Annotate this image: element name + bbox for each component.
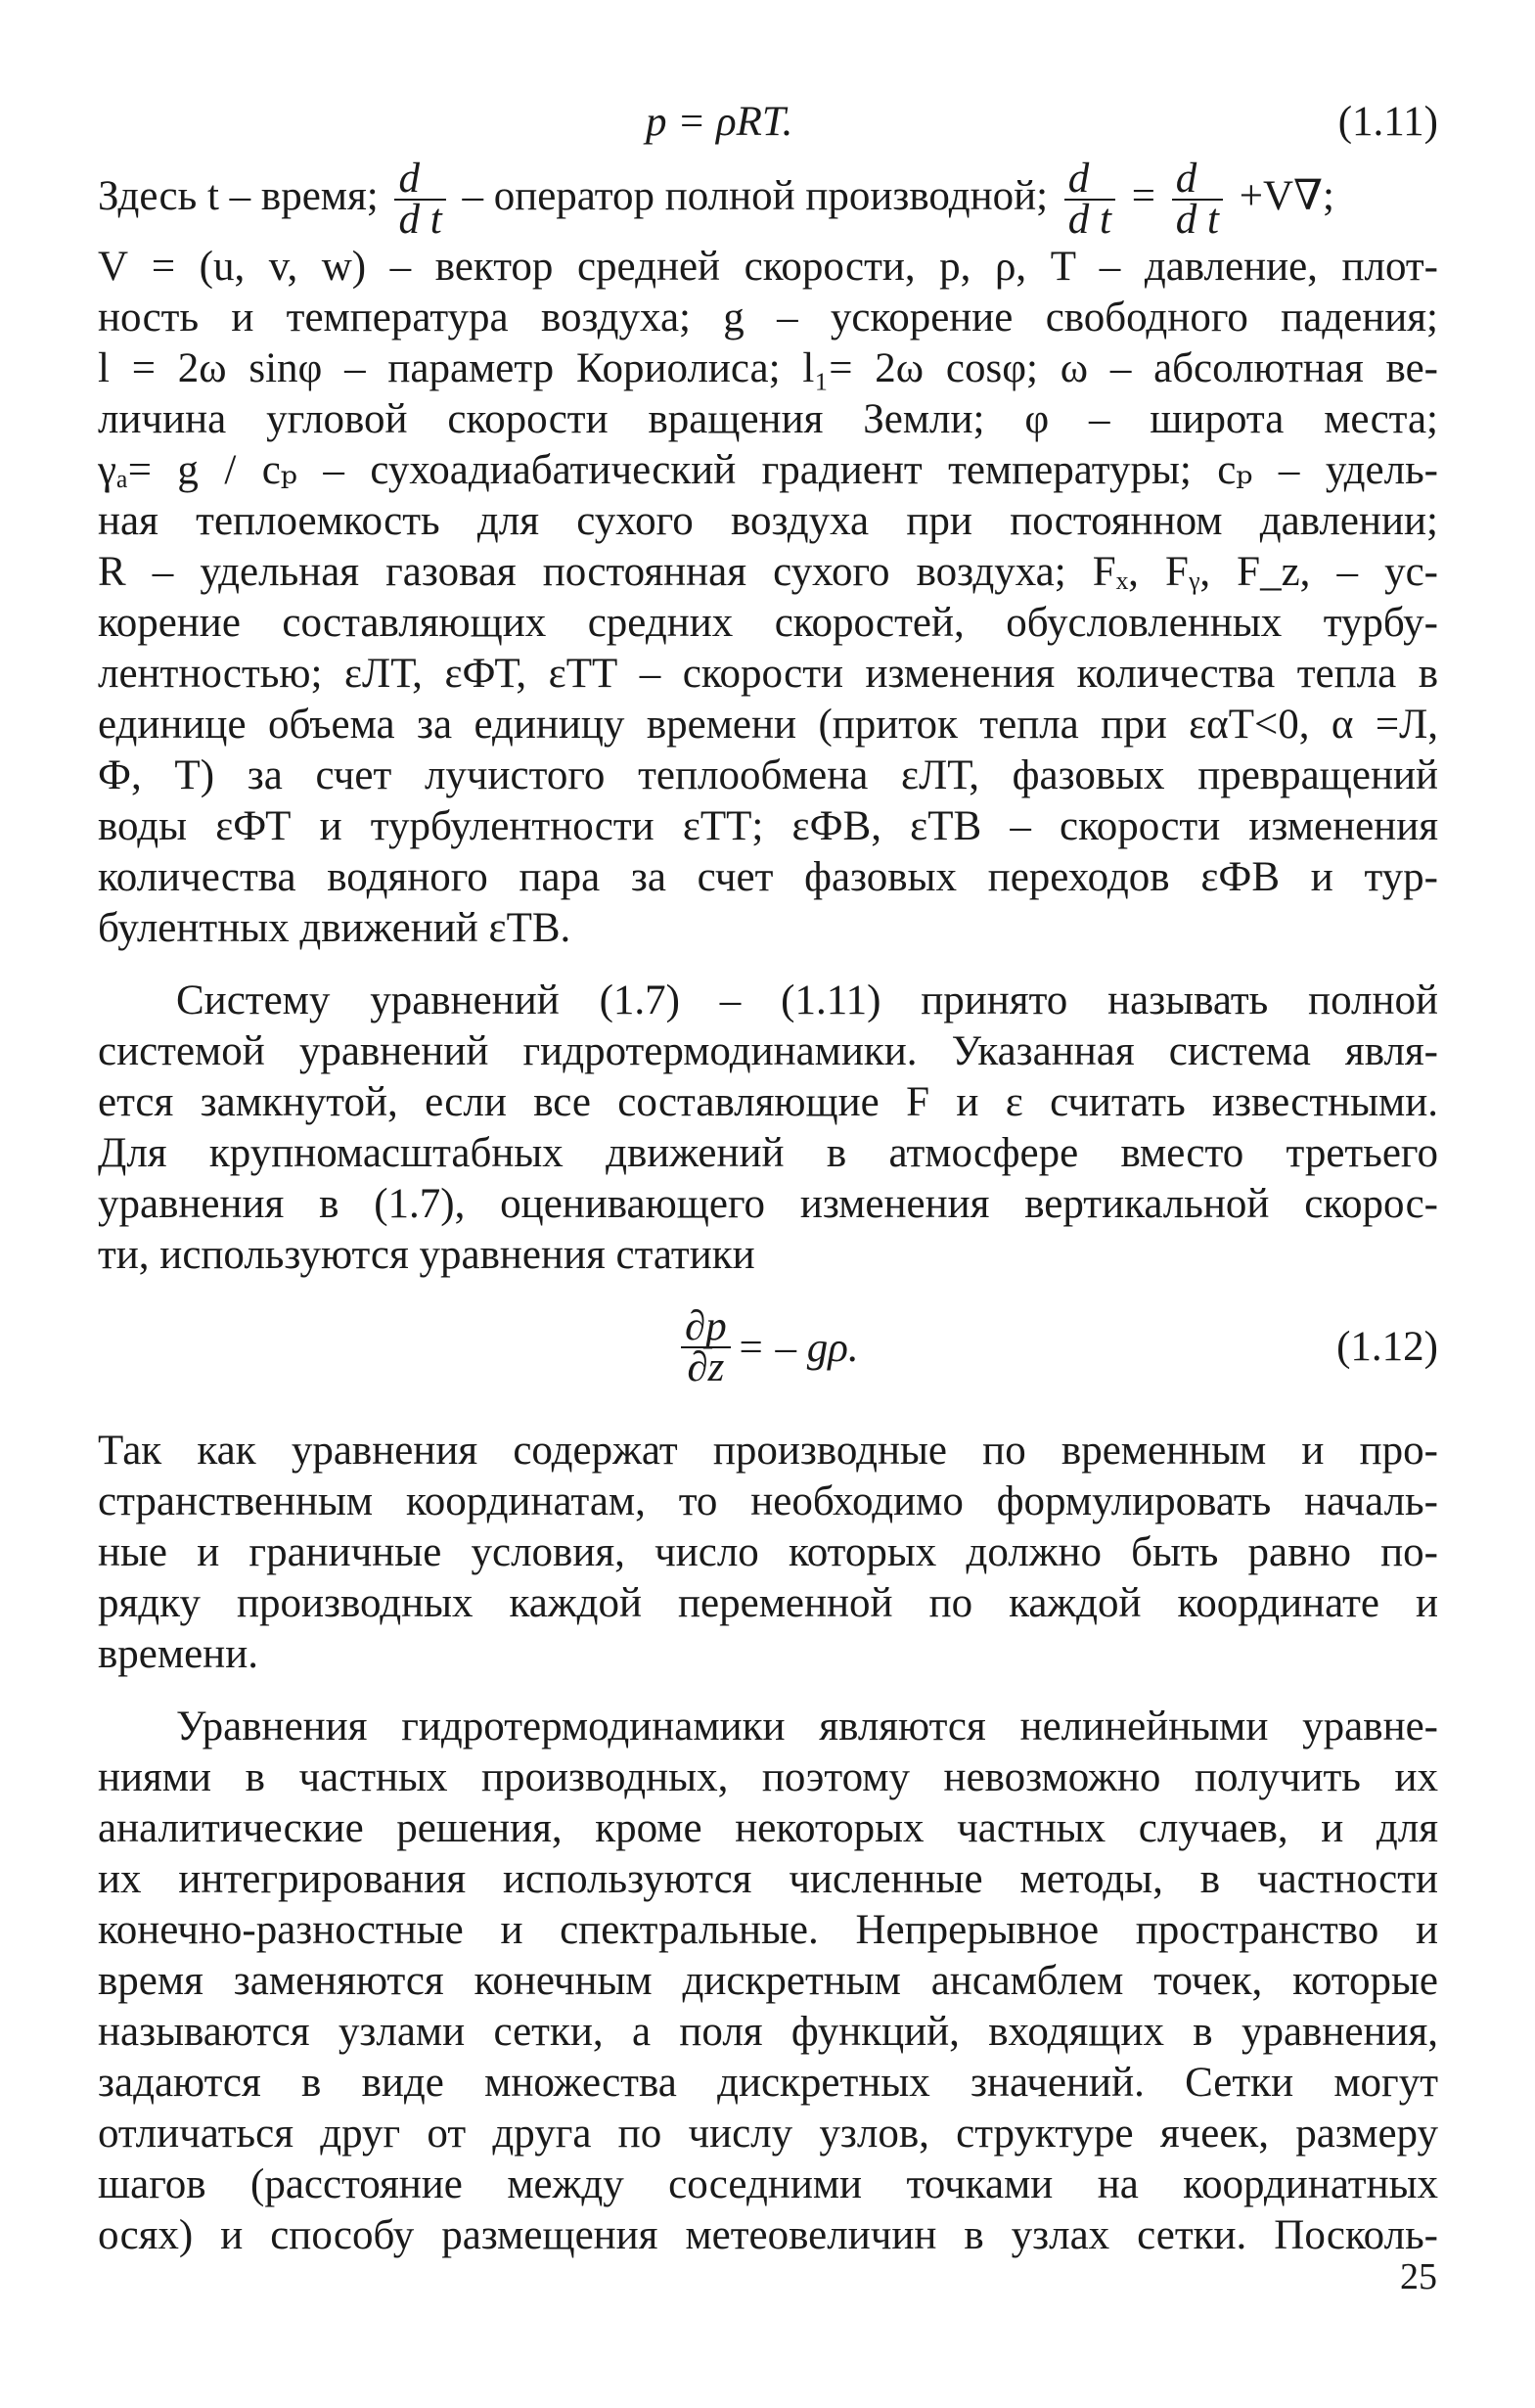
partial-p-z-fraction: $\frac{\partial p}{\partial z}$ xyxy=(681,1307,731,1387)
text-line: отличаться друг от друга по числу узлов, структуре ячеек, размеру xyxy=(98,2111,1438,2157)
page-number: 25 xyxy=(1400,2256,1437,2297)
text-line: ность и температура воздуха; g – ускорение свободного падения; xyxy=(98,295,1438,341)
text-line: странственным координатам, то необходимо формулировать началь- xyxy=(98,1478,1438,1524)
text-line: R – удельная газовая постоянная сухого воздуха; Fₓ, Fᵧ, F_z, – ус- xyxy=(98,549,1438,595)
text-line: γₐ= g / cₚ – сухоадиабатический градиент температуры; cₚ – удель- xyxy=(98,447,1438,493)
equation-1-12 xyxy=(98,1289,1438,1406)
equation-1-12-rhs: = – gρ. xyxy=(736,1324,859,1371)
total-derivative-fraction: $\frac{d}{\text{d t}}$ xyxy=(1064,159,1115,240)
text-line: время заменяются конечным дискретным ансамблем точек, которые xyxy=(98,1958,1438,2004)
definition-part1: Здесь t – время; xyxy=(98,173,379,219)
equals-sign: = xyxy=(1131,173,1156,219)
definition-part2: – оператор полной производной; xyxy=(462,173,1049,219)
text-line: их интегрирования используются численные методы, в частности xyxy=(98,1856,1438,1902)
text-line: Систему уравнений (1.7) – (1.11) принято называть полной xyxy=(176,977,1438,1023)
text-line: Уравнения гидротермодинамики являются нелинейными уравне- xyxy=(176,1704,1438,1749)
derivative-fraction: $\frac{d}{\text{d t}}$ xyxy=(394,159,445,240)
text-line: Ф, Т) за счет лучистого теплообмена εЛТ, фазовых превращений xyxy=(98,752,1438,798)
text-line: задаются в виде множества дискретных значений. Сетки могут xyxy=(98,2060,1438,2106)
definition-line xyxy=(98,152,1438,242)
text-line: ется замкнутой, если все составляющие F и ε считать известными. xyxy=(98,1079,1438,1125)
text-line: корение составляющих средних скоростей, обусловленных турбу- xyxy=(98,600,1438,646)
paragraph-1 xyxy=(98,242,1438,954)
equation-1-12-number: (1.12) xyxy=(1336,1324,1438,1370)
text-line: ти, используются уравнения статики xyxy=(98,1232,755,1278)
equation-1-11-number: (1.11) xyxy=(1337,99,1438,145)
paragraph-4 xyxy=(98,1702,1438,2261)
text-line: осях) и способу размещения метеовеличин в узлах сетки. Посколь- xyxy=(98,2212,1438,2258)
text-line: шагов (расстояние между соседними точками на координатных xyxy=(98,2161,1438,2207)
text-line: времени. xyxy=(98,1631,258,1677)
text-line: личина угловой скорости вращения Земли; φ – широта места; xyxy=(98,396,1438,442)
page-body xyxy=(98,93,1438,2261)
text-line: булентных движений εТВ. xyxy=(98,905,571,951)
equation-1-11-formula: p = ρRT. xyxy=(646,99,793,145)
text-line: l = 2ω sinφ – параметр Кориолиса; l₁= 2ω cosφ; ω – абсолютная ве- xyxy=(98,345,1438,391)
paragraph-2 xyxy=(98,976,1438,1281)
text-line: лентностью; εЛТ, εФТ, εТТ – скорости изменения количества тепла в xyxy=(98,651,1438,697)
text-line: Так как уравнения содержат производные по временным и про- xyxy=(98,1428,1438,1474)
text-line: называются узлами сетки, а поля функций, входящих в уравнения, xyxy=(98,2009,1438,2055)
text-line: уравнения в (1.7), оценивающего изменения вертикальной скорос- xyxy=(98,1181,1438,1227)
text-line: ная теплоемкость для сухого воздуха при постоянном давлении; xyxy=(98,498,1438,544)
text-line: ные и граничные условия, число которых должно быть равно по- xyxy=(98,1529,1438,1575)
partial-derivative-fraction: $\frac{d}{\text{d t}}$ xyxy=(1172,159,1223,240)
text-line: системой уравнений гидротермодинамики. Указанная система явля- xyxy=(98,1028,1438,1074)
text-line: рядку производных каждой переменной по каждой координате и xyxy=(98,1580,1438,1626)
paragraph-3 xyxy=(98,1426,1438,1680)
text-line: V = (u, v, w) – вектор средней скорости, p, ρ, T – давление, плот- xyxy=(98,244,1438,290)
equation-1-11 xyxy=(98,93,1438,152)
text-line: количества водяного пара за счет фазовых переходов εФВ и тур- xyxy=(98,854,1438,900)
text-line: воды εФТ и турбулентности εТТ; εФВ, εТВ – скорости изменения xyxy=(98,803,1438,849)
text-line: аналитические решения, кроме некоторых частных случаев, и для xyxy=(98,1805,1438,1851)
text-line: конечно-разностные и спектральные. Непрерывное пространство и xyxy=(98,1907,1438,1953)
text-line: ниями в частных производных, поэтому невозможно получить их xyxy=(98,1754,1438,1800)
definition-part3: +V∇; xyxy=(1239,173,1334,219)
equation-1-12-formula xyxy=(675,1289,859,1406)
text-line: единице объема за единицу времени (приток тепла при εαТ<0, α =Л, xyxy=(98,702,1438,748)
text-line: Для крупномасштабных движений в атмосфере вместо третьего xyxy=(98,1130,1438,1176)
